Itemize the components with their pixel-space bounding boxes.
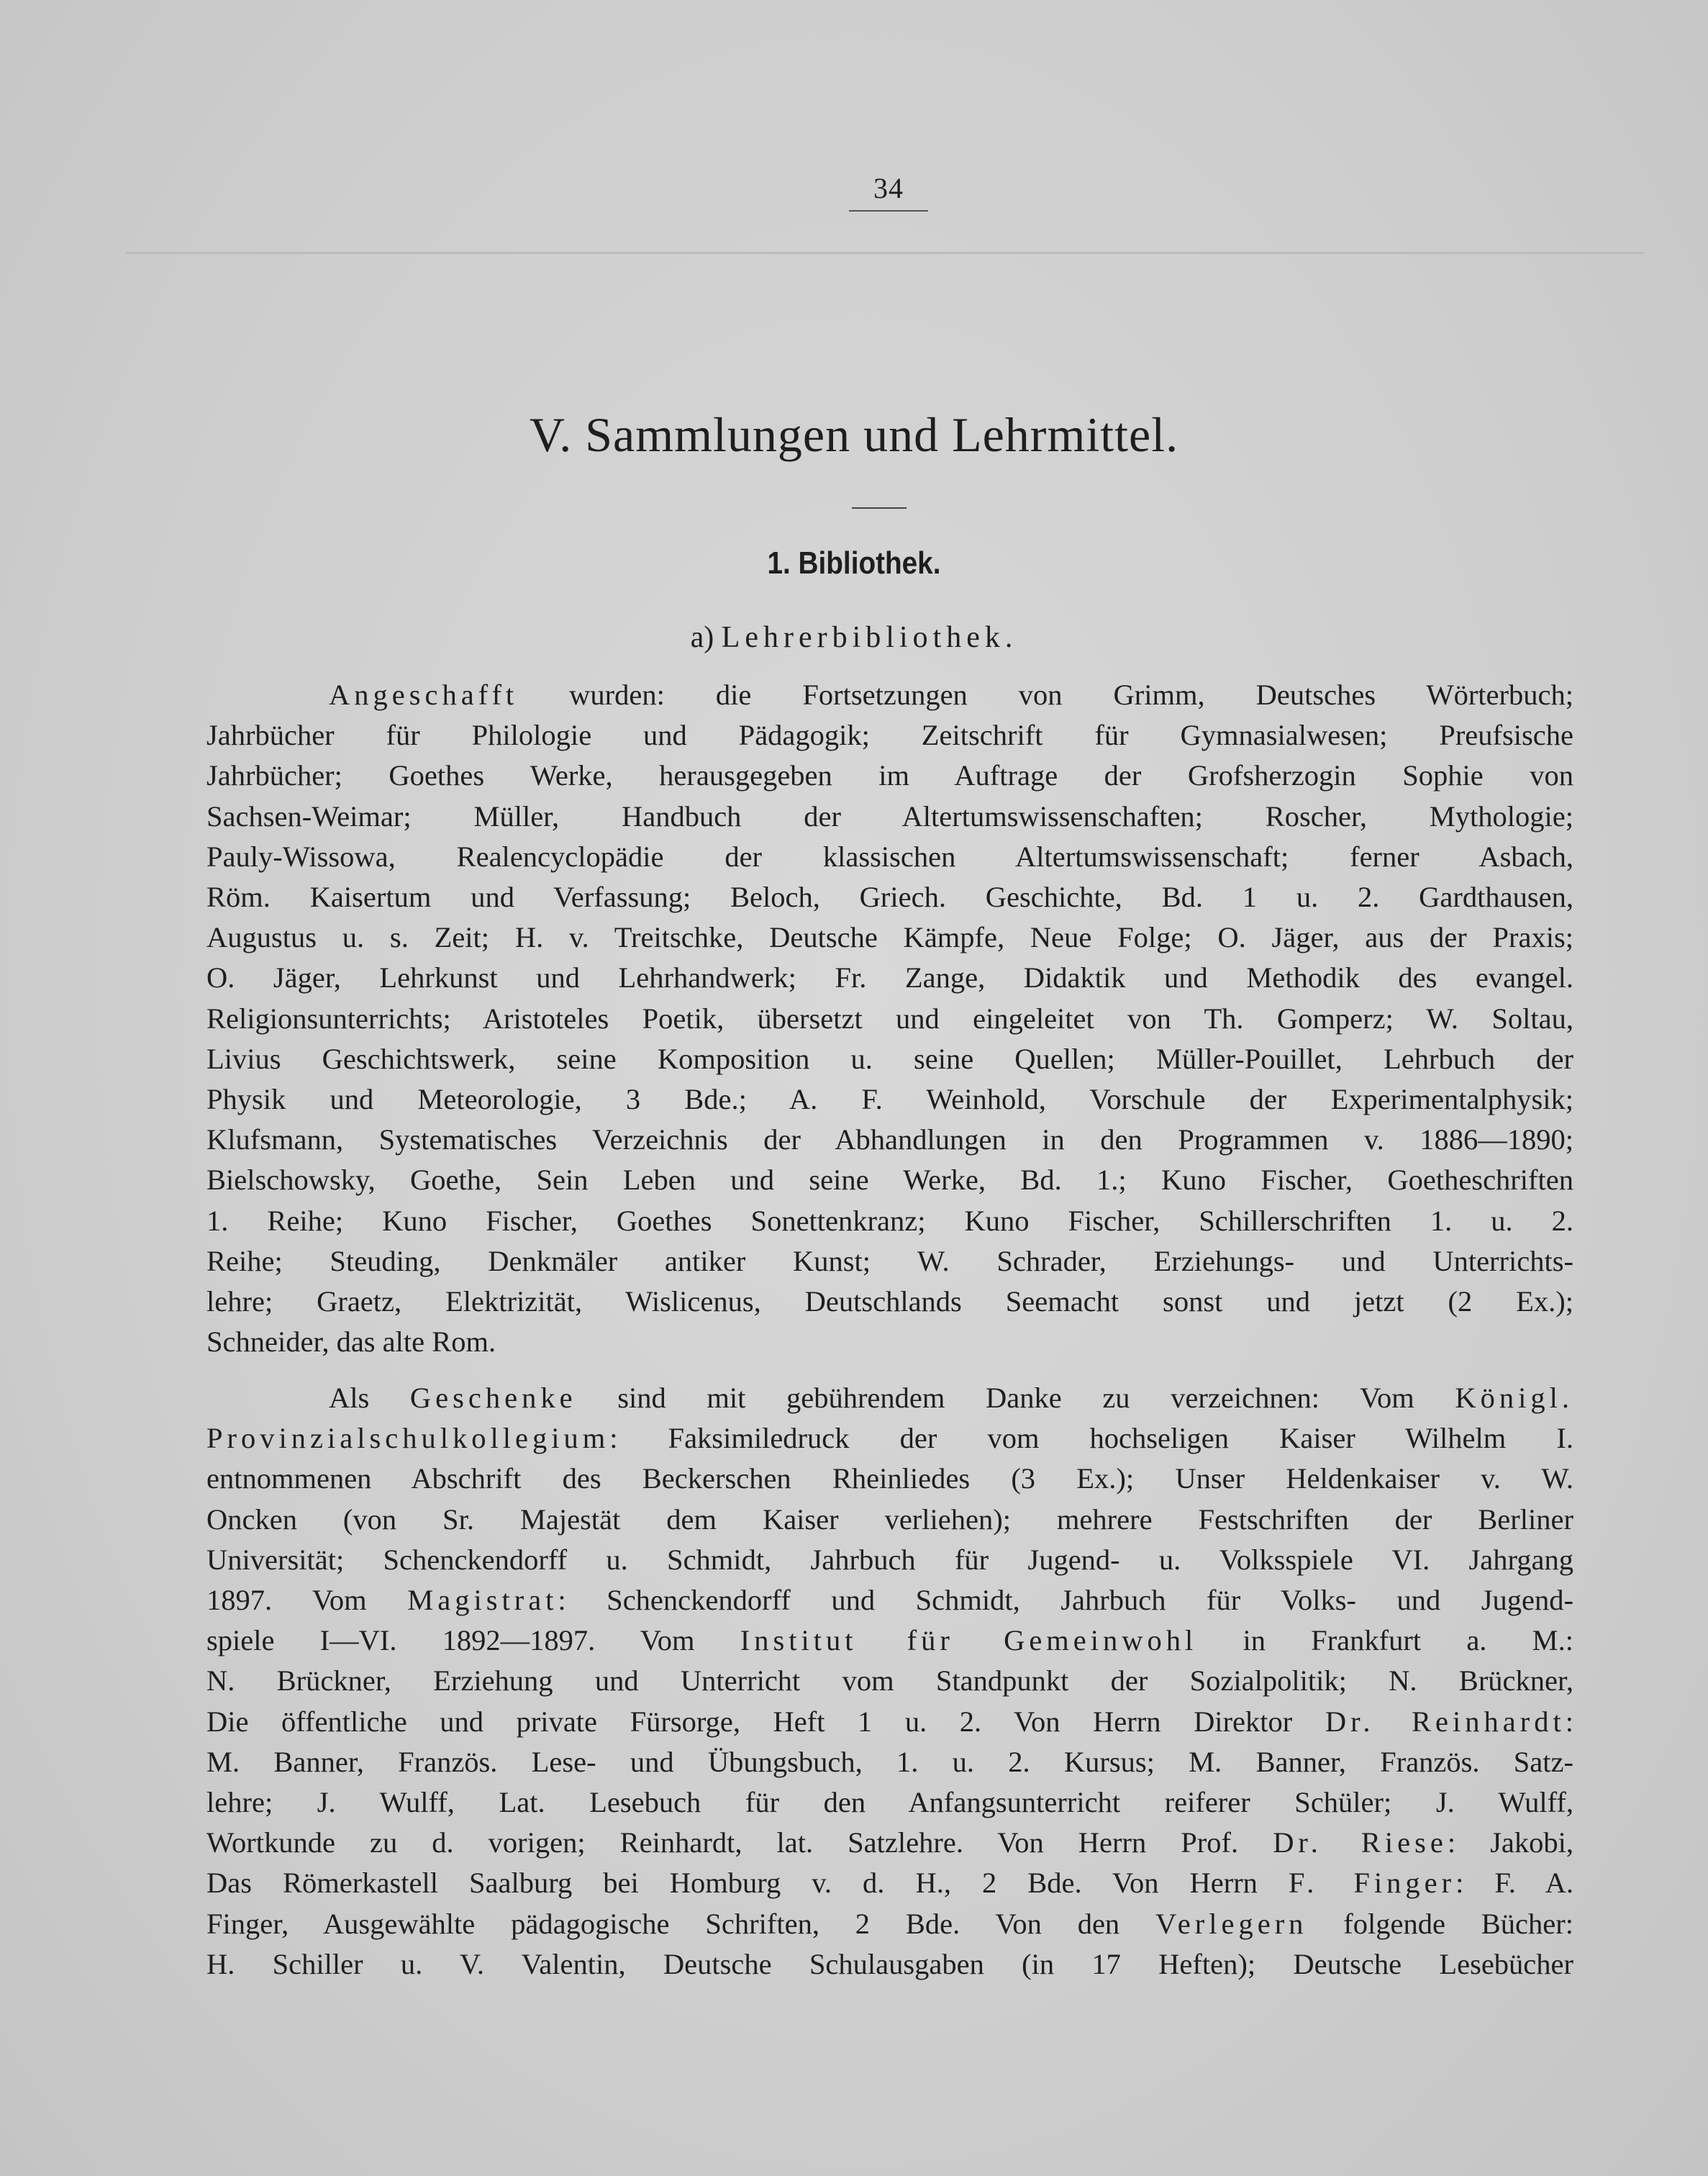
text-line xyxy=(206,1863,1573,1903)
emphasis-publishers: Verlegern xyxy=(1155,1907,1308,1940)
text-segment: : F. A. xyxy=(1455,1867,1574,1900)
page-number: 34 xyxy=(873,172,904,204)
show-through-rule xyxy=(126,252,1644,254)
title-divider xyxy=(852,507,907,509)
emphasis-school-board: Provinzialschulkollegium xyxy=(206,1422,610,1455)
text-line: H. Schiller u. V. Valentin, Deutsche Schulausgaben (in 17 Heften); Deutsche Lesebücher xyxy=(206,1947,1573,1980)
text-segment: Die öffentliche und private Fürsorge, Heft 1 u. 2. Von Herrn Direktor xyxy=(206,1705,1325,1738)
page-number-rule xyxy=(849,210,928,212)
chapter-title: V. Sammlungen und Lehrmittel. xyxy=(529,407,1179,462)
paragraph-acquisitions xyxy=(206,675,1573,1362)
text-line: Jahrbücher für Philologie und Pädagogik; Zeitschrift für Gymnasialwesen; Preufsische xyxy=(206,719,1573,752)
text-segment: 1897. Vom xyxy=(206,1584,408,1617)
text-segment: Das Römerkastell Saalburg bei Homburg v. d. H., 2 Bde. Von Herrn xyxy=(206,1867,1289,1900)
section-title: 1. Bibliothek. xyxy=(767,545,941,581)
text-segment: Wortkunde zu d. vorigen; Reinhardt, lat. Satzlehre. Von Herrn Prof. xyxy=(206,1826,1273,1859)
text-line: Augustus u. s. Zeit; H. v. Treitschke, Deutsche Kämpfe, Neue Folge; O. Jäger, aus der Praxis; xyxy=(206,921,1573,954)
text-line: M. Banner, Französ. Lese- und Übungsbuch, 1. u. 2. Kursus; M. Banner, Französ. Satz- xyxy=(206,1745,1573,1778)
text-line: lehre; Graetz, Elektrizität, Wislicenus, Deutschlands Seemacht sonst und jetzt (2 Ex.); xyxy=(206,1285,1573,1318)
subsection-label: Lehrerbibliothek. xyxy=(721,621,1018,654)
text-line xyxy=(206,1620,1573,1661)
text-segment: : Schenckendorff und Schmidt, Jahrbuch für Volks- und Jugend- xyxy=(558,1584,1573,1617)
text-line: Jahrbücher; Goethes Werke, herausgegeben im Auftrage der Grofsherzogin Sophie von xyxy=(206,759,1573,792)
subsection-prefix: a) xyxy=(690,621,714,654)
text-line: Schneider, das alte Rom. xyxy=(206,1325,496,1359)
text-line: Pauly-Wissowa, Realencyclopädie der klassischen Altertumswissenschaft; ferner Asbach, xyxy=(206,840,1573,873)
text-line xyxy=(206,1702,1573,1742)
text-line: Klufsmann, Systematisches Verzeichnis der Abhandlungen in den Programmen v. 1886—1890; xyxy=(206,1123,1573,1156)
emphasis-gifts: Geschenke xyxy=(409,1382,577,1414)
emphasis-reinhardt: Dr. Reinhardt xyxy=(1325,1705,1566,1738)
text-line: O. Jäger, Lehrkunst und Lehrhandwerk; Fr. Zange, Didaktik und Methodik des evangel. xyxy=(206,961,1573,994)
emphasis-riese: Dr. Riese xyxy=(1273,1826,1448,1859)
text-line: N. Brückner, Erziehung und Unterricht vom Standpunkt der Sozialpolitik; N. Brückner, xyxy=(206,1664,1573,1697)
text-line: Röm. Kaisertum und Verfassung; Beloch, Griech. Geschichte, Bd. 1 u. 2. Gardthausen, xyxy=(206,881,1573,914)
text-line: Sachsen-Weimar; Müller, Handbuch der Altertumswissenschaften; Roscher, Mythologie; xyxy=(206,799,1573,833)
text-line xyxy=(206,1378,1573,1418)
text-line xyxy=(206,675,1573,715)
emphasis-finger: F. Finger xyxy=(1288,1867,1456,1900)
text-segment: folgende Bücher: xyxy=(1307,1907,1574,1940)
text-segment: Finger, Ausgewählte pädagogische Schriften, 2 Bde. Von den xyxy=(206,1907,1156,1940)
text-line xyxy=(206,1418,1573,1459)
text-line: entnommenen Abschrift des Beckerschen Rheinliedes (3 Ex.); Unser Heldenkaiser v. W. xyxy=(206,1462,1573,1495)
text-line: 1. Reihe; Kuno Fischer, Goethes Sonettenkranz; Kuno Fischer, Schillerschriften 1. u. 2. xyxy=(206,1204,1573,1237)
text-line: Physik und Meteorologie, 3 Bde.; A. F. Weinhold, Vorschule der Experimentalphysik; xyxy=(206,1083,1573,1116)
emphasis-magistrate: Magistrat xyxy=(407,1584,558,1617)
text-line xyxy=(206,1904,1573,1944)
text-segment: spiele I—VI. 1892—1897. Vom xyxy=(206,1624,740,1657)
text-line: Livius Geschichtswerk, seine Komposition u. seine Quellen; Müller-Pouillet, Lehrbuch der xyxy=(206,1042,1573,1075)
text-line: Bielschowsky, Goethe, Sein Leben und seine Werke, Bd. 1.; Kuno Fischer, Goetheschriften xyxy=(206,1164,1573,1197)
text-line: Reihe; Steuding, Denkmäler antiker Kunst; W. Schrader, Erziehungs- und Unterrichts- xyxy=(206,1244,1573,1277)
text-line: Oncken (von Sr. Majestät dem Kaiser verliehen); mehrere Festschriften der Berliner xyxy=(206,1502,1573,1536)
text-segment: sind mit gebührendem Danke zu verzeichnen: Vom xyxy=(576,1382,1455,1414)
text-segment: : xyxy=(1565,1705,1573,1738)
text-segment: Als xyxy=(329,1382,410,1414)
text-line: lehre; J. Wulff, Lat. Lesebuch für den Anfangsunterricht reiferer Schüler; J. Wulff, xyxy=(206,1786,1573,1819)
emphasis-institute: Institut für Gemeinwohl xyxy=(740,1624,1198,1657)
text-line xyxy=(206,1823,1573,1863)
emphasis-acquired: Angeschafft xyxy=(329,679,519,711)
text-segment: : Jakobi, xyxy=(1447,1826,1573,1859)
text-line: Universität; Schenckendorff u. Schmidt, Jahrbuch für Jugend- u. Volksspiele VI. Jahrgang xyxy=(206,1543,1573,1576)
paragraph-donations xyxy=(206,1378,1573,1985)
text-segment: wurden: die Fortsetzungen von Grimm, Deutsches Wörterbuch; xyxy=(518,679,1573,711)
text-segment: : Faksimiledruck der vom hochseligen Kaiser Wilhelm I. xyxy=(609,1422,1573,1455)
emphasis-royal: Königl. xyxy=(1455,1382,1573,1414)
text-segment: in Frankfurt a. M.: xyxy=(1197,1624,1573,1657)
text-line: Religionsunterrichts; Aristoteles Poetik, übersetzt und eingeleitet von Th. Gomperz; W. Soltau, xyxy=(206,1002,1573,1035)
subsection-title xyxy=(0,620,1708,655)
text-line xyxy=(206,1580,1573,1620)
